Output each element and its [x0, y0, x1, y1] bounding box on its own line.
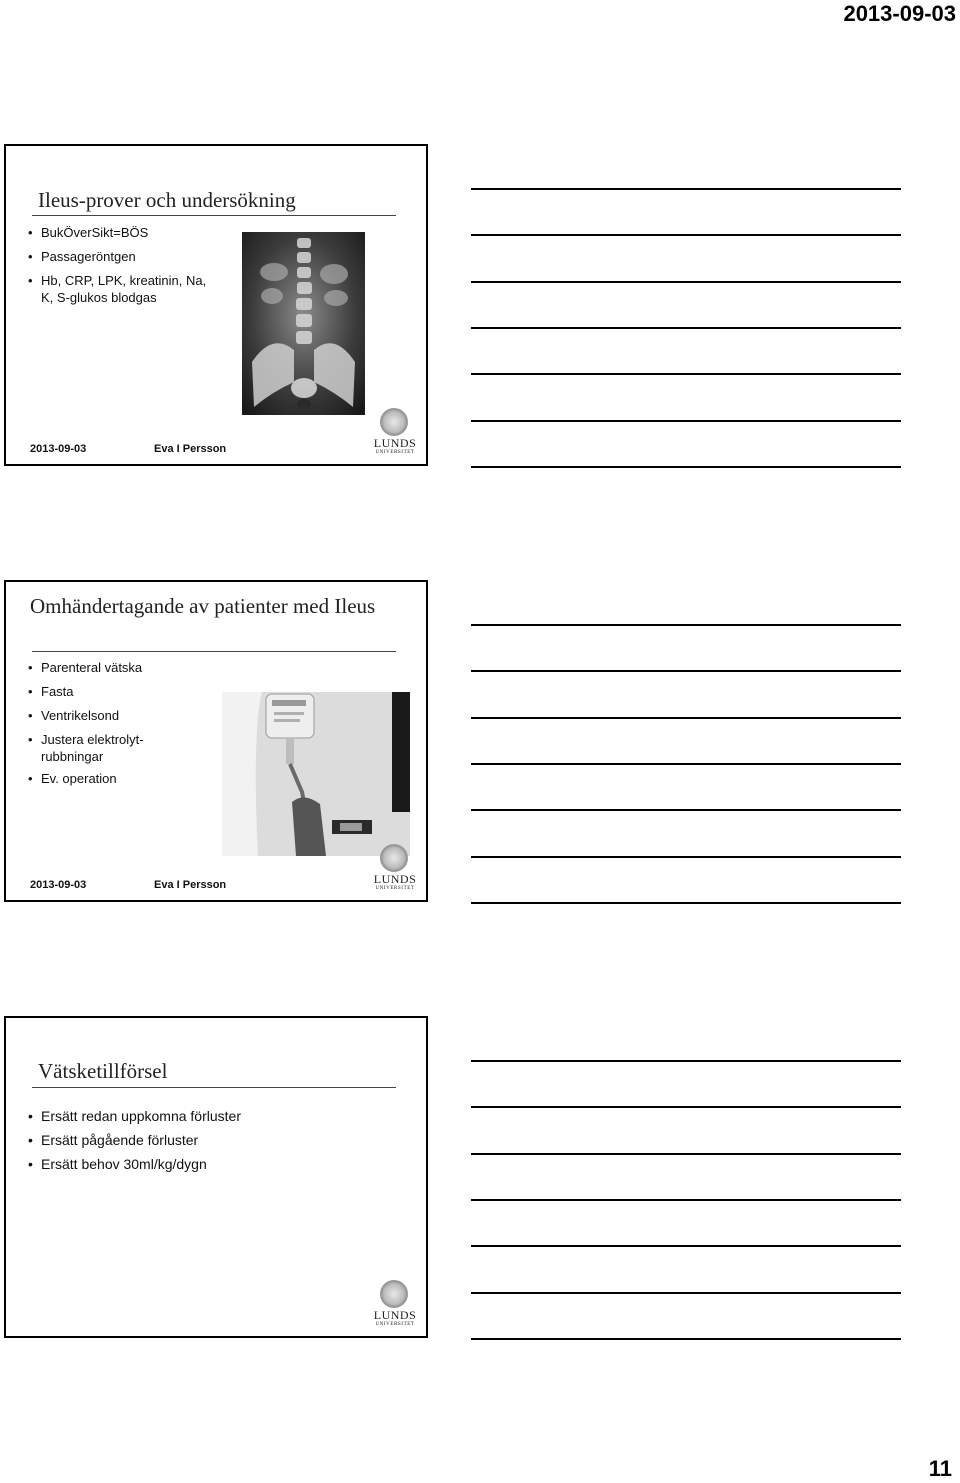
notes-line: [471, 1199, 901, 1201]
lund-university-logo: LUNDS UNIVERSITET: [372, 1280, 418, 1332]
notes-line: [471, 466, 901, 468]
notes-line: [471, 670, 901, 672]
notes-line: [471, 809, 901, 811]
lund-university-logo: LUNDS UNIVERSITET: [372, 408, 418, 460]
footer-author: Eva I Persson: [154, 443, 227, 455]
notes-line: [471, 1338, 901, 1340]
title-divider: [32, 1087, 396, 1088]
footer-date: 2013-09-03: [30, 443, 87, 455]
bullet-item: • BukÖverSikt=BÖS: [28, 224, 238, 241]
notes-line: [471, 902, 901, 904]
notes-line: [471, 717, 901, 719]
notes-line: [471, 856, 901, 858]
bullet-list: [28, 224, 238, 306]
bullet-item: • Fasta: [28, 683, 208, 700]
bullet-item: • Parenteral vätska: [28, 659, 208, 676]
abdominal-xray-icon: [242, 232, 365, 415]
iv-drip-photo: [222, 692, 410, 856]
footer-date: 2013-09-03: [30, 879, 87, 891]
xray-image: [242, 232, 365, 415]
notes-line: [471, 373, 901, 375]
slide-2: [4, 580, 428, 902]
slide-title: Omhändertagande av patienter med Ileus: [30, 594, 376, 618]
bullet-item: • Ersätt behov 30ml/kg/dygn: [28, 1155, 328, 1173]
page-number: 11: [928, 1456, 952, 1481]
lund-university-logo: LUNDS UNIVERSITET: [372, 844, 418, 896]
iv-drip-icon: [222, 692, 410, 856]
notes-line: [471, 1106, 901, 1108]
slide-1: [4, 144, 428, 466]
bullet-item: • Justera elektrolyt-rubbningar: [28, 731, 146, 765]
bullet-list: [28, 1107, 328, 1173]
notes-line: [471, 281, 901, 283]
bullet-item: • Passageröntgen: [28, 248, 238, 265]
slide-title: Ileus-prover och undersökning: [38, 188, 296, 212]
bullet-item: • Ersätt redan uppkomna förluster: [28, 1107, 328, 1125]
notes-line: [471, 327, 901, 329]
page-date: 2013-09-03: [843, 1, 956, 26]
notes-line: [471, 188, 901, 190]
slide-3: [4, 1016, 428, 1338]
bullet-item: • Ventrikelsond: [28, 707, 208, 724]
notes-line: [471, 1245, 901, 1247]
university-seal-icon: [380, 408, 408, 436]
slide-title: Vätsketillförsel: [38, 1059, 168, 1083]
bullet-list: [28, 659, 208, 787]
notes-line: [471, 1292, 901, 1294]
notes-line: [471, 763, 901, 765]
bullet-item: • Ev. operation: [28, 770, 208, 787]
notes-line: [471, 234, 901, 236]
notes-line: [471, 1060, 901, 1062]
title-divider: [32, 651, 396, 652]
notes-line: [471, 624, 901, 626]
university-seal-icon: [380, 844, 408, 872]
notes-line: [471, 1153, 901, 1155]
university-seal-icon: [380, 1280, 408, 1308]
title-divider: [32, 215, 396, 216]
footer-author: Eva I Persson: [154, 879, 227, 891]
bullet-item: • Hb, CRP, LPK, kreatinin, Na, K, S-glukos blodgas: [28, 272, 221, 306]
bullet-item: • Ersätt pågående förluster: [28, 1131, 328, 1149]
notes-line: [471, 420, 901, 422]
